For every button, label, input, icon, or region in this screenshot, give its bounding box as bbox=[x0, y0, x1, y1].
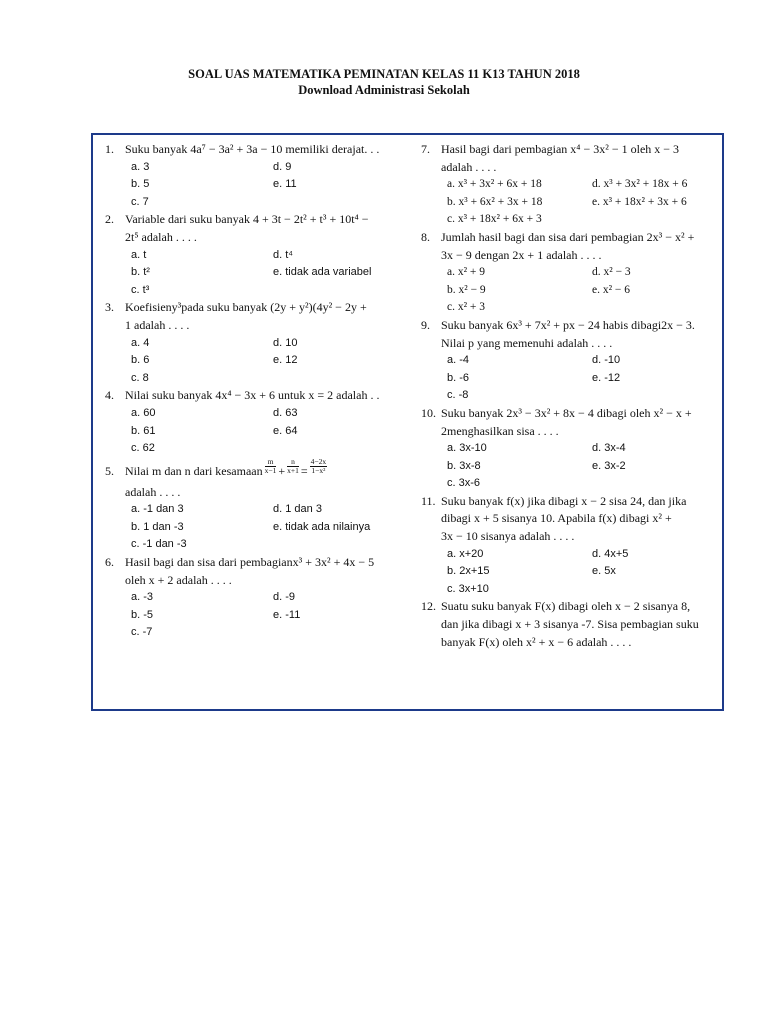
option-e: e. -12 bbox=[592, 371, 621, 384]
option-a: a. -4 bbox=[447, 354, 470, 367]
question-text-cont: 3x − 9 dengan 2x + 1 adalah . . . . bbox=[441, 247, 602, 262]
option-a: a. 3 bbox=[131, 160, 150, 173]
option-a: a. 60 bbox=[131, 406, 156, 419]
exam-questions-box bbox=[91, 133, 724, 711]
question-number: 8. bbox=[421, 229, 430, 244]
question-text: Variable dari suku banyak 4 + 3t − 2t² + t³ + 10t⁴ − bbox=[125, 212, 369, 227]
question-text-cont: 2t⁵ adalah . . . . bbox=[125, 229, 197, 244]
document-subtitle: Download Administrasi Sekolah bbox=[298, 83, 470, 97]
option-d: d. x² − 3 bbox=[592, 266, 631, 279]
question-text-cont: adalah . . . . bbox=[441, 159, 497, 174]
option-a: a. x² + 9 bbox=[447, 266, 486, 279]
option-e: e. -11 bbox=[273, 608, 301, 621]
question-number: 4. bbox=[105, 388, 114, 403]
question-number: 6. bbox=[105, 555, 114, 570]
question-12 bbox=[421, 598, 719, 651]
question-text-cont: banyak F(x) oleh x² + x − 6 adalah . . . . bbox=[441, 634, 632, 649]
question-text: Suku banyak 2x³ − 3x² + 8x − 4 dibagi oleh x² − x + bbox=[441, 405, 692, 420]
option-b: b. 2x+15 bbox=[447, 565, 490, 578]
fraction-m: $\frac{m}{x-1}$ bbox=[264, 456, 277, 475]
question-9 bbox=[421, 317, 719, 405]
option-a: a. -3 bbox=[131, 591, 154, 604]
option-c: c. -1 dan -3 bbox=[131, 538, 187, 551]
fraction-n: $\frac{n}{x+1}$ bbox=[287, 456, 299, 475]
plus-sign: + bbox=[278, 463, 286, 478]
question-number: 2. bbox=[105, 212, 114, 227]
option-d: d. 4x+5 bbox=[592, 547, 629, 560]
question-text-cont: 1 adalah . . . . bbox=[125, 317, 190, 332]
option-c: c. 7 bbox=[131, 195, 149, 208]
document-title: SOAL UAS MATEMATIKA PEMINATAN KELAS 11 K13 TAHUN 2018 bbox=[188, 67, 580, 81]
option-d: d. 3x-4 bbox=[592, 442, 626, 455]
question-text-cont: 3x − 10 sisanya adalah . . . . bbox=[441, 529, 575, 544]
option-d: d. 9 bbox=[273, 160, 292, 173]
option-c: c. t³ bbox=[131, 283, 150, 296]
option-d: d. 63 bbox=[273, 406, 298, 419]
question-number: 1. bbox=[105, 142, 114, 156]
question-text: Jumlah hasil bagi dan sisa dari pembagian 2x³ − x² + bbox=[441, 229, 695, 244]
option-e: e. x³ + 18x² + 3x + 6 bbox=[592, 195, 687, 208]
option-b: b. 61 bbox=[131, 424, 156, 437]
option-c: c. x³ + 18x² + 6x + 3 bbox=[447, 213, 542, 226]
option-e: e. 11 bbox=[273, 178, 297, 191]
option-c: c. 3x-6 bbox=[447, 477, 481, 490]
option-d: d. 1 dan 3 bbox=[273, 503, 322, 516]
question-text-cont: Nilai p yang memenuhi adalah . . . . bbox=[441, 335, 613, 350]
option-e: e. tidak ada variabel bbox=[273, 266, 372, 279]
option-e: e. 12 bbox=[273, 354, 298, 367]
option-d: d. -10 bbox=[592, 354, 621, 367]
question-text-cont: oleh x + 2 adalah . . . . bbox=[125, 572, 232, 587]
option-c: c. 3x+10 bbox=[447, 582, 489, 595]
option-d: d. -9 bbox=[273, 591, 296, 604]
option-b: b. t² bbox=[131, 266, 150, 279]
option-b: b. -5 bbox=[131, 608, 154, 621]
option-b: b. 3x-8 bbox=[447, 459, 481, 472]
questions-left-column bbox=[105, 141, 413, 642]
option-e: e. x² − 6 bbox=[592, 283, 631, 296]
question-text-cont: adalah . . . . bbox=[125, 484, 181, 499]
fraction-rhs: $\frac{4-2x}{\text{1−x²}}$ bbox=[310, 456, 327, 475]
option-e: e. tidak ada nilainya bbox=[273, 520, 371, 533]
option-e: e. 3x-2 bbox=[592, 459, 626, 472]
option-c: c. 62 bbox=[131, 442, 155, 455]
question-2 bbox=[105, 211, 413, 299]
question-8 bbox=[421, 229, 719, 317]
question-text: Nilai m dan n dari kesamaan bbox=[125, 463, 263, 478]
question-text: Suku banyak 6x³ + 7x² + px − 24 habis dibagi2x − 3. bbox=[441, 317, 695, 332]
option-b: b. 5 bbox=[131, 178, 150, 191]
question-number: 12. bbox=[421, 599, 436, 614]
option-a: a. -1 dan 3 bbox=[131, 503, 184, 516]
option-e: e. 64 bbox=[273, 424, 298, 437]
question-text: Hasil bagi dan sisa dari pembagianx³ + 3x² + 4x − 5 bbox=[125, 555, 375, 570]
question-3 bbox=[105, 299, 413, 387]
document-header bbox=[0, 66, 768, 98]
question-text: Suku banyak f(x) jika dibagi x − 2 sisa 24, dan jika bbox=[441, 493, 687, 508]
option-d: d. 10 bbox=[273, 336, 298, 349]
question-number: 5. bbox=[105, 463, 114, 478]
option-a: a. t bbox=[131, 248, 147, 261]
question-number: 11. bbox=[421, 493, 436, 508]
question-6 bbox=[105, 554, 413, 642]
option-c: c. -8 bbox=[447, 389, 469, 402]
option-a: a. x+20 bbox=[447, 547, 484, 560]
question-text: Suku banyak 4a⁷ − 3a² + 3a − 10 memiliki derajat. . . bbox=[125, 142, 380, 156]
question-text-cont: 2menghasilkan sisa . . . . bbox=[441, 423, 559, 438]
question-5 bbox=[105, 458, 413, 554]
question-text: Hasil bagi dari pembagian x⁴ − 3x² − 1 oleh x − 3 bbox=[441, 142, 680, 156]
option-b: b. x³ + 6x² + 3x + 18 bbox=[447, 195, 543, 208]
option-b: b. 1 dan -3 bbox=[131, 520, 184, 533]
question-text: Koefisieny³pada suku banyak (2y + y²)(4y² − 2y + bbox=[125, 300, 367, 315]
equals-sign: = bbox=[300, 463, 308, 478]
option-a: a. 3x-10 bbox=[447, 442, 487, 455]
option-b: b. -6 bbox=[447, 371, 470, 384]
option-b: b. 6 bbox=[131, 354, 150, 367]
option-a: a. x³ + 3x² + 6x + 18 bbox=[447, 178, 542, 191]
option-d: d. t⁴ bbox=[273, 248, 294, 261]
question-1 bbox=[105, 141, 413, 211]
question-number: 10. bbox=[421, 405, 436, 420]
question-number: 3. bbox=[105, 300, 114, 315]
option-b: b. x² − 9 bbox=[447, 283, 486, 296]
option-a: a. 4 bbox=[131, 336, 150, 349]
option-c: c. x² + 3 bbox=[447, 301, 486, 314]
question-number: 7. bbox=[421, 142, 430, 156]
option-d: d. x³ + 3x² + 18x + 6 bbox=[592, 178, 688, 191]
question-number: 9. bbox=[421, 317, 430, 332]
option-c: c. 8 bbox=[131, 371, 149, 384]
option-e: e. 5x bbox=[592, 565, 616, 578]
question-11 bbox=[421, 493, 719, 599]
question-text-cont: dibagi x + 5 sisanya 10. Apabila f(x) dibagi x² + bbox=[441, 511, 672, 526]
option-c: c. -7 bbox=[131, 626, 153, 639]
question-4 bbox=[105, 387, 413, 457]
questions-right-column bbox=[421, 141, 719, 651]
question-text: Suatu suku banyak F(x) dibagi oleh x − 2 sisanya 8, bbox=[441, 599, 691, 614]
question-text-cont: dan jika dibagi x + 3 sisanya -7. Sisa pembagian suku bbox=[441, 617, 699, 632]
question-7 bbox=[421, 141, 719, 229]
question-10 bbox=[421, 405, 719, 493]
question-text: Nilai suku banyak 4x⁴ − 3x + 6 untuk x = 2 adalah . . bbox=[125, 388, 380, 403]
